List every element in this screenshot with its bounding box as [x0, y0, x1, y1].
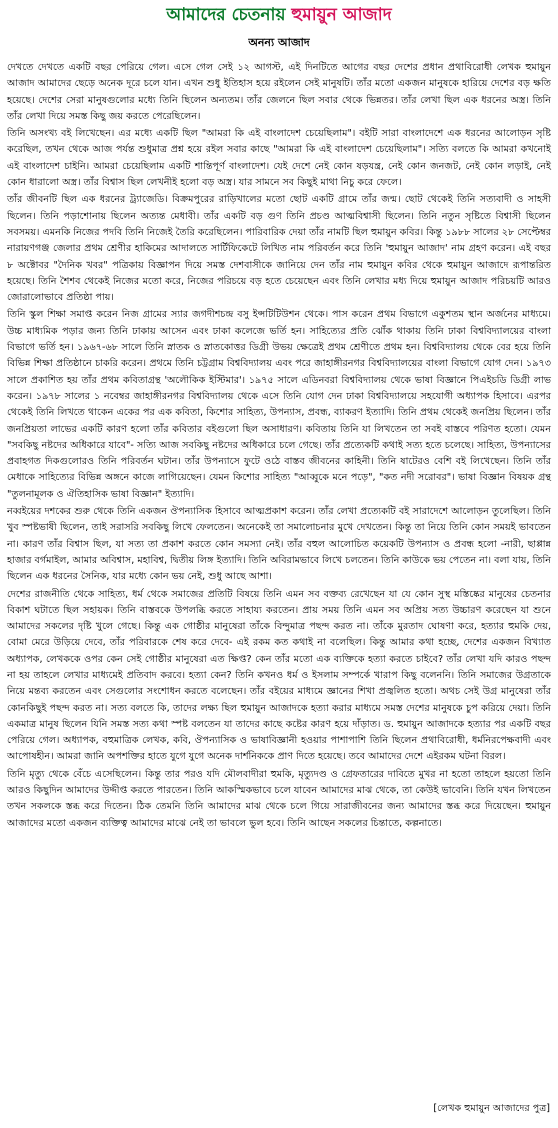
article-paragraph-2: তিনি অসংখ্য বই লিখেছেন। এর মধ্যে একটি ছিল "আমরা কি এই বাংলাদেশ চেয়েছিলাম"। বইটি সারা বাংলাদেশে এক ধরনের আলোড়ন সৃষ্টি করেছিল, তখন থেকে আজ পর্যন্ত শুধুমাত্র প্রশ্ন হয়ে রইল সবার কাছে "আমরা কি এই বাংলাদেশ চেয়েছিলাম"। সত্যি বলতে কি আমরা কখনোই এই বাংলাদেশ চাইনি। আমরা চেয়েছিলাম একটি শান্তিপূর্ণ বাংলাদেশ। যেই দেশে নেই কোন ষড়যন্ত্র, নেই কোন জনজট, নেই কোন লড়াই, নেই কোন ধারালো অস্ত্র। তাঁর বিশ্বাস ছিল লেখনীই হলো বড় অস্ত্র। যার সামনে সব কিছুই মাথা নিচু করে ফেলে। — [7, 128, 551, 189]
article-paragraph-5: নব্বইয়ের দশকের শুরু থেকে তিনি একজন ঔপন্যাসিক হিসাবে আত্মপ্রকাশ করেন। তাঁর লেখা প্রত্যেকটি বই সারাদেশে আলোড়ন তুলেছিল। তিনি খুব স্পষ্টভাষী ছিলেন, তাই সরাসরি সবকিছু লিখে ফেলতেন। অনেকেই তা সমালোচনার মুখে দেখতেন। কিন্তু তা নিয়ে তিনি কোন সময়ই ভাবতেন না। কারণ তাঁর বিশ্বাস ছিল, যা সত্য তা প্রকাশ করতে কোন সমস্যা নেই। তাঁর বহুল আলোচিত কয়েকটি উপন্যাস ও প্রবন্ধ হলো -নারী, ছাপ্পান্ন হাজার বর্গমাইল, আমার অবিশ্বাস, মহাবিশ্ব, দ্বিতীয় লিঙ্গ ইত্যাদি। তিনি অবিরামভাবে লিখে চলতেন। তিনি কাউকে ভয় পেতেন না। বলা যায়, তিনি ছিলেন এক ধরনের সৈনিক, যার মধ্যে কোন ভয় নেই, শুধু আছে আশা। — [7, 506, 551, 583]
article-title-part1: আমাদের চেতনায় — [166, 5, 286, 25]
article-title-part2: হুমায়ুন আজাদ — [291, 5, 392, 25]
article-paragraph-6: দেশের রাজনীতি থেকে সাহিত্য, ধর্ম থেকে সমাজের প্রতিটি বিষয়ে তিনি এমন সব বক্তব্য রেখেছেন যা যে কোন সুস্থ মস্তিষ্কের মানুষের চেতনার বিকাশ ঘটাতে ছিল সহায়ক। তিনি বাস্তবকে উপলব্ধি করতে সাহায্য করতেন। প্রায় সময় তিনি এমন সব অপ্রিয় সত্য উচ্চারণ করেছেন যা শুনে আমাদের সকলের দৃষ্টি খুলে গেছে। কিন্তু এক গোষ্ঠীর মানুষেরা তাঁকে বিন্দুমাত্র পছন্দ করত না। তাঁকে মুরতাদ ঘোষণা করে, হত্যার হুমকি দেয়, বোমা মেরে উড়িয়ে দেবে, তাঁর পরিবারকে শেষ করে দেবে- এই রকম কত কথাই না বলেছিল। কিন্তু আমার কথা হচ্ছে, দেশের একজন বিখ্যাত অধ্যাপক, লেখককে ওপর কেন সেই গোষ্ঠীর মানুষেরা এত ক্ষিপ্ত? কেন তাঁর মতো এক ব্যক্তিকে হত্যা করতে চাইবে? তাঁর লেখা যদি কারও পছন্দ না হয় তাহলে লেখার মাধ্যমেই প্রতিবাদ করবে। হত্যা কেন? তিনি কখনও ধর্ম ও ইসলাম সম্পর্কে খারাপ কিছু বলেননি। তিনি সমাজের উগ্রতাকে নিয়ে মন্তব্য করতেন এবং সেগুলোর সংশোধন করতে বলেছেন। তাঁর বইয়ের মাধ্যমে জ্ঞানের শিখা প্রজ্বলিত হতো। অথচ সেই উগ্র মানুষেরা তাঁর কোনকিছুই পছন্দ করত না। সত্য বলতে কি, তাদের লক্ষ্য ছিল হুমায়ুন আজাদকে হত্যা করার মাধ্যমে সমস্ত দেশের মানুষকে চুপ করিয়ে দেয়া। তিনি একমাত্র মানুষ ছিলেন যিনি সমস্ত সত্য কথা স্পষ্ট বলতেন যা তাদের কাছে কষ্টের কারণ হয়ে দাঁড়াত। ড. হুমায়ুন আজাদকে হত্যার পর একটি বছর পেরিয়ে গেল। অধ্যাপক, বহুমাত্রিক লেখক, কবি, ঔপন্যাসিক ও ভাষাবিজ্ঞানী হওয়ার পাশাপাশি তিনি ছিলেন প্রথাবিরোধী, ধর্মনিরপেক্ষবাদী এবং আপোষহীন। আমরা জানি অপশক্তির হাতে যুগে যুগে অনেক দার্শনিককে প্রাণ দিতে হয়েছে। তবে আমাদের দেশে এইরকম ঘটনা বিরল। — [7, 588, 551, 763]
author-footnote: [লেখক হুমায়ুন আজাদের পুত্র] — [433, 1103, 550, 1114]
article-paragraph-4: তিনি স্কুল শিক্ষা সমাপ্ত করেন নিজ গ্রামের স্যার জগদীশচন্দ্র বসু ইন্সটিটিউশন থেকে। পাস করেন প্রথম বিভাগে একুশতম স্থান অর্জনের মাধ্যমে। উচ্চ মাধ্যমিক পড়ার জন্য তিনি ঢাকায় আসেন এবং ঢাকা কলেজে ভর্তি হন। সাহিত্যের প্রতি ঝোঁক থাকায় তিনি ঢাকা বিশ্ববিদ্যালয়ের বাংলা বিভাগে ভর্তি হন। ১৯৬৭-৬৮ সালে তিনি স্নাতক ও স্নাতকোত্তর ডিগ্রী উভয় ক্ষেত্রেই প্রথম শ্রেণীতে প্রথম হন। বিশ্ববিদ্যালয় থেকে বের হয়ে তিনি বিভিন্ন শিক্ষা প্রতিষ্ঠানে চাকরি করেন। প্রথমে তিনি চট্টগ্রাম বিশ্ববিদ্যালয় এবং পরে জাহাঙ্গীরনগর বিশ্ববিদ্যালয়ের বাংলা বিভাগে যোগ দেন। ১৯৭৩ সালে প্রকাশিত হয় তাঁর প্রথম কবিতাগ্রন্থ 'অলৌকিক ইস্টিমার'। ১৯৭৫ সালে এডিনবরা বিশ্ববিদ্যালয় থেকে ভাষা বিজ্ঞানে পিএইচডি ডিগ্রী লাভ করেন। ১৯৭৮ সালের ১ নবেম্বর জাহাঙ্গীরনগর বিশ্ববিদ্যালয় থেকে এসে তিনি যোগ দেন ঢাকা বিশ্ববিদ্যালয়ে সহযোগী অধ্যাপক হিসাবে। এরপর থেকেই তিনি লিখতে থাকেন একের পর এক কবিতা, কিশোর সাহিত্য, উপন্যাস, প্রবন্ধ, ব্যাকরণ ইত্যাদি। তিনি প্রথম থেকেই জনপ্রিয় ছিলেন। তাঁর জনপ্রিয়তা লাভের একটি কারণ হলো তাঁর কবিতার বইগুলো ছিল অসাধারণ। কবিতায় তিনি যা লিখতেন তা সবই বাস্তবে পরিণত হতো। যেমন "সবকিছু নষ্টদের অধিকারে যাবে"- সত্যি আজ সবকিছু নষ্টদের অধিকারে চলে গেছে। তাঁর প্রত্যেকটি কথাই সত্য হতে চলেছে। সাহিত্য, উপন্যাসের প্রবাহগত দিকগুলোরও তিনি পরিবর্তন ঘটান। তাঁর উপন্যাসে ফুটে ওঠে বাস্তব জীবনের কাহিনী। তিনি ষাটেরও বেশি বই লিখেছেন। তিনি তাঁর মেধাকে সাহিত্যের বিভিন্ন অঙ্গনে কাজে লাগিয়েছেন। যেমন কিশোর সাহিত্য "আব্বুকে মনে পড়ে", "কত নদী সরোবর"। ভাষা বিজ্ঞান বিষয়ক গ্রন্থ "তুলনামূলক ও ঐতিহাসিক ভাষা বিজ্ঞান" ইত্যাদি। — [7, 309, 551, 500]
article-title — [6, 4, 552, 28]
article-paragraph-7: তিনি মৃত্যু থেকে বেঁচে এসেছিলেন। কিন্তু তার পরও যদি মৌলবাদীরা হুমকি, মৃত্যুদণ্ড ও গ্রেফতারের দাবিতে মুখর না হতো তাহলে হয়তো তিনি আরও কিছুদিন আমাদের উদ্দীপ্ত করতে পারতেন। তিনি আকস্মিকভাবে চলে যাবেন আমাদের মাঝ থেকে, তা কেউই ভাবেনি। তিনি যখন লিখতেন তখন সকলকে স্তব্ধ করে দিতেন। ঠিক তেমনি তিনি আমাদের মাঝ থেকে চলে গিয়ে সারাজীবনের জন্য আমাদের স্তব্ধ করে দিয়েছেন। হুমায়ুন আজাদের মতো একজন ব্যক্তিত্ব আমাদের মাঝে নেই তা ভাবলে ভুল হবে। তিনি আছেন সকলের চিন্তাতে, কল্পনাতে। — [7, 768, 551, 829]
article-paragraph-1: দেখতে দেখতে একটি বছর পেরিয়ে গেল। এসে গেল সেই ১২ আগস্ট, এই দিনটিতে আগের বছর দেশের প্রধান প্রথাবিরোধী লেখক হুমায়ুন আজাদ আমাদের ছেড়ে অনেক দূরে চলে যান। এখন শুধু ইতিহাস হয়ে রইলেন সেই মানুষটি। তাঁর মতো একজন মানুষকে হারিয়ে দেশের বড় ক্ষতি হয়েছে। দেশের সেরা মানুষগুলোর মধ্যে তিনি ছিলেন অন্যতম। তাঁর জেলনে ছিল সবার থেকে ভিন্নতর। তাঁর লেখা ছিল এক ধরনের অস্ত্র। তিনি তাঁর লেখা দিয়ে সমস্ত কিছু জয় করতে পেরেছিলেন। — [7, 62, 551, 122]
article-paragraph-3: তাঁর জীবনটি ছিল এক ধরনের ট্র্যাজেডি। বিক্রমপুরের রাড়িখালের মতো ছোট একটি গ্রামে তাঁর জন্ম। ছোট থেকেই তিনি সত্যবাদী ও সাহসী ছিলেন। তিনি পড়াশোনায় ছিলেন অত্যন্ত মেধাবী। তাঁর একটি বড় গুণ তিনি প্রচণ্ড আত্মবিশ্বাসী ছিলেন। তিনি নতুন সৃষ্টিতে বিশ্বাসী ছিলেন সবসময়। এমনকি নিজের পদবি তিনি নিজেই তৈরি করেছিলেন। পারিবারিক দেয়া তাঁর নামটি ছিল হুমায়ুন কবির। কিন্তু ১৯৮৮ সালের ২৮ সেপ্টেম্বর নারায়ণগঞ্জ জেলার প্রথম শ্রেণীর হাকিমের আদালতে সার্টিফিকেটে লিখিত নাম পরিবর্তন করে তিনি 'হুমায়ুন আজাদ' নাম গ্রহণ করেন। এই বছর ৮ অক্টোবর "দৈনিক খবর" পত্রিকায় বিজ্ঞাপন দিয়ে সমস্ত দেশবাসীকে জানিয়ে দেন তাঁর নাম হুমায়ুন কবির থেকে হুমায়ুন আজাদে রূপান্তরিত হয়েছে। তিনি শৈশব থেকেই নিজের মতো করে, নিজের পরিচয়ে বড় হতে চেয়েছেন এবং তিনি লেখার মধ্য দিয়ে হুমায়ুন আজাদ পরিচয়টি আরও জোরালোভাবে প্রতিষ্ঠা পায়। — [7, 194, 551, 304]
article-author: অনন্য আজাদ — [248, 36, 310, 49]
article-body — [6, 60, 552, 832]
